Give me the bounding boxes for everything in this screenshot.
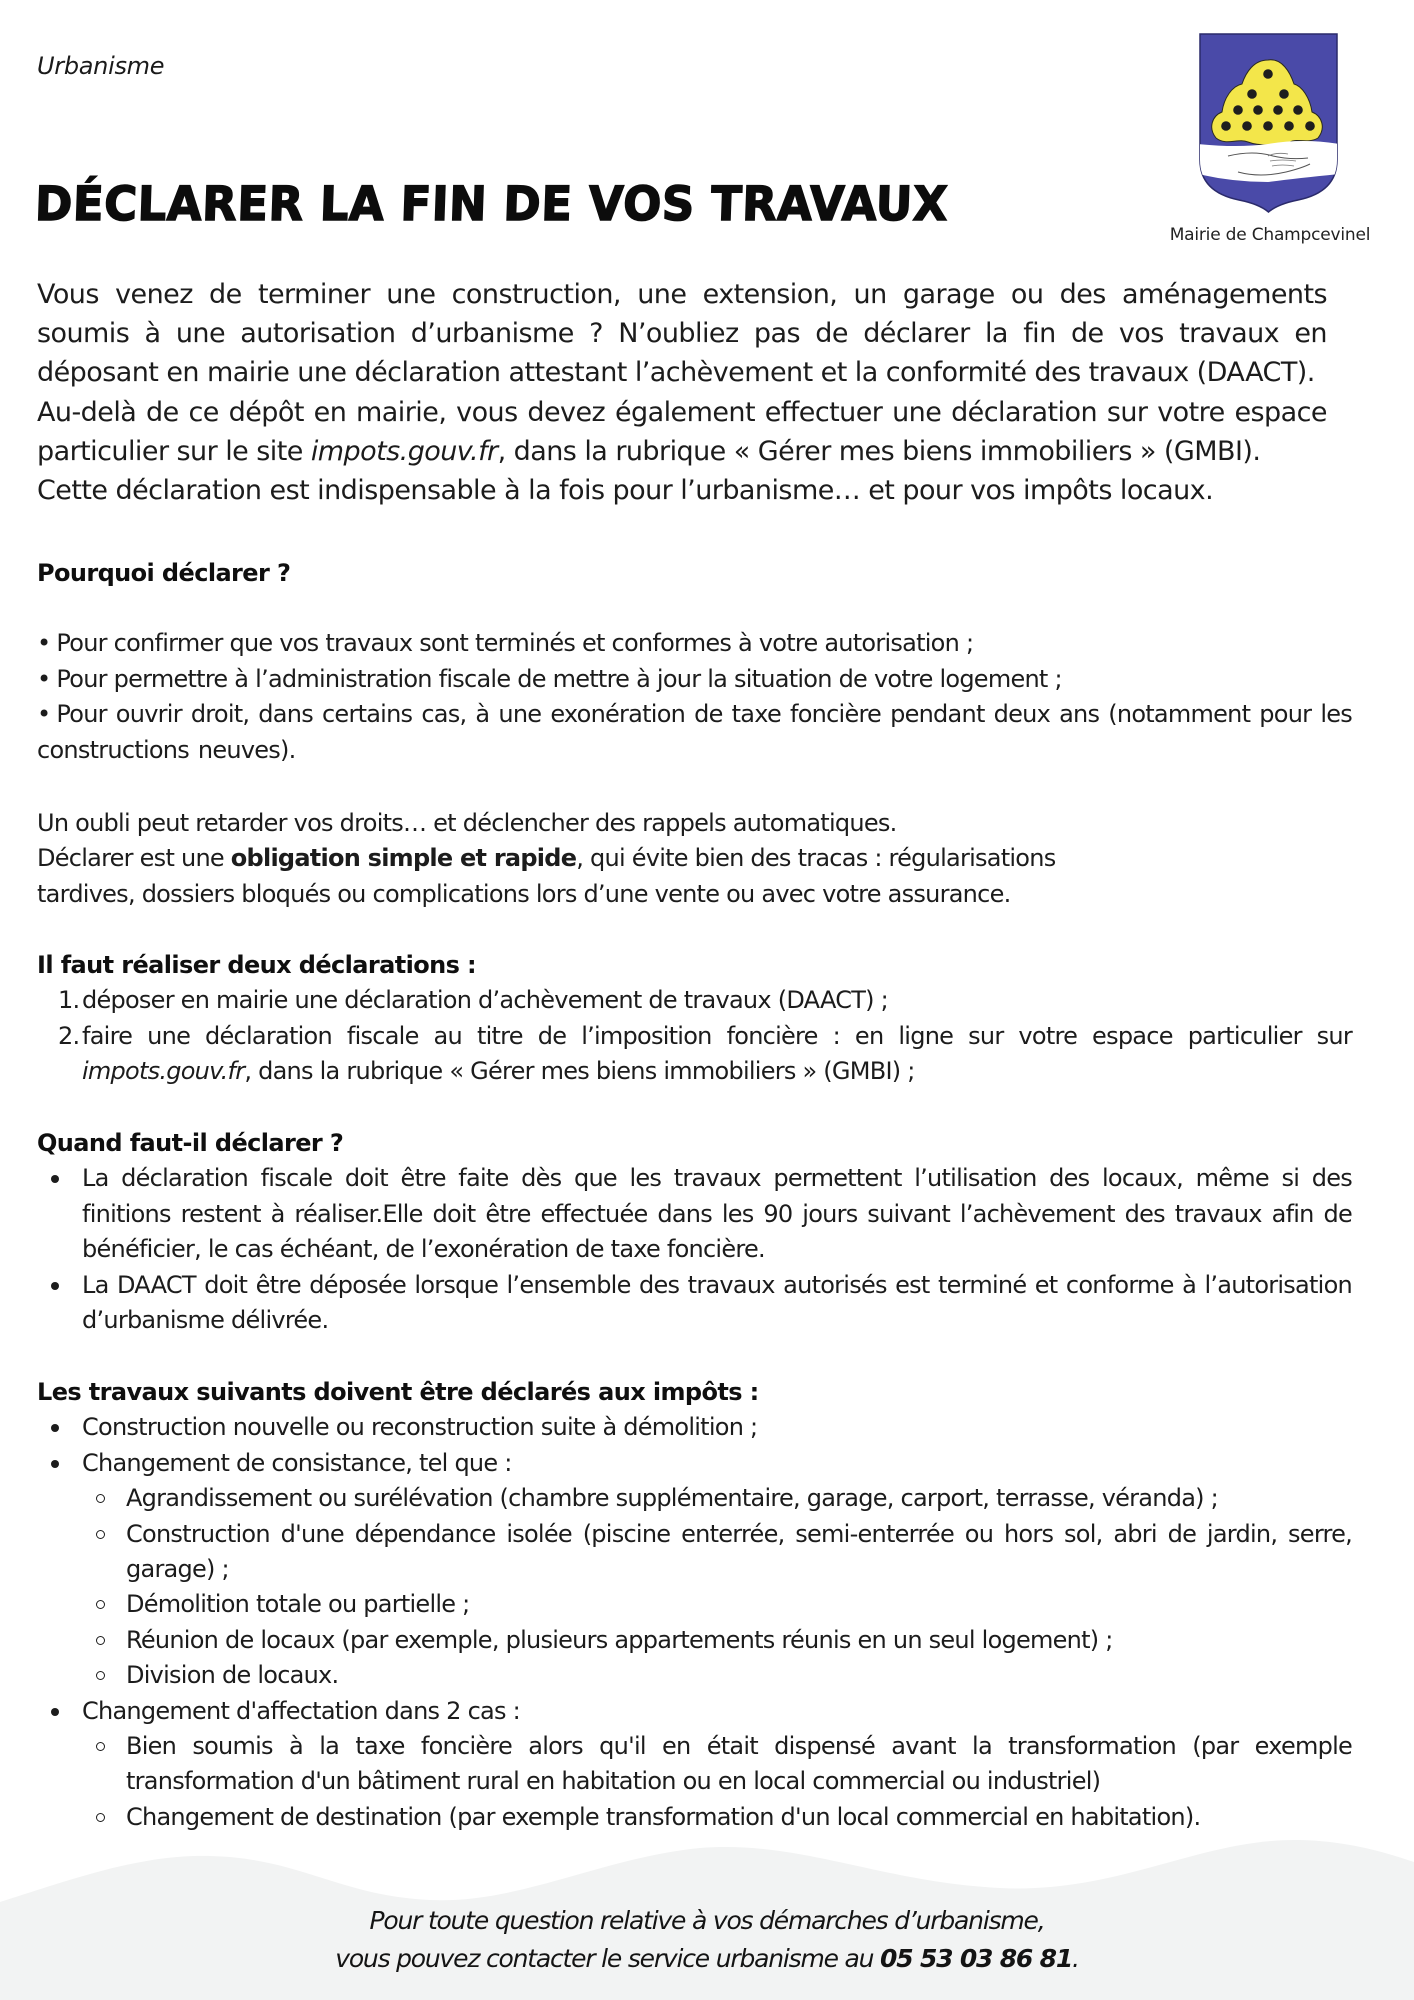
intro-text-3: Cette déclaration est indispensable à la fois pour l’urbanisme… et pour vos impôts locaux.	[37, 475, 1214, 507]
footer-line-1: Pour toute question relative à vos démarches d’urbanisme,	[369, 1906, 1045, 1935]
works-item-text: Changement de consistance, tel que :	[82, 1448, 512, 1477]
reminder-emphasis: obligation simple et rapide	[230, 844, 577, 873]
works-subitem	[37, 1481, 1352, 1516]
bullet-icon	[51, 1175, 59, 1183]
phone-number[interactable]: 05 53 03 86 81	[880, 1944, 1073, 1973]
declaration-item-text: déposer en mairie une déclaration d’achèvement de travaux (DAACT) ;	[82, 986, 888, 1015]
why-item-text: Pour permettre à l’administration fiscale de mettre à jour la situation de votre logement ;	[56, 664, 1062, 693]
works-subitem	[37, 1729, 1352, 1800]
when-section	[37, 1126, 1352, 1338]
when-item	[37, 1268, 1352, 1339]
works-subitem	[37, 1517, 1352, 1588]
intro-text-1: Vous venez de terminer une construction, une extension, un garage ou des aménagements soumis à une autorisation d’urbanisme ? N’oubliez pas de déclarer la fin de vos travaux en déposant en mairie une déclaration attestant l’achèvement et la conformité des travaux (DAACT).	[37, 279, 1327, 389]
intro-paragraph	[37, 275, 1327, 510]
bullet-icon: •	[37, 664, 51, 693]
page-title: DÉCLARER LA FIN DE VOS TRAVAUX	[34, 176, 950, 232]
impots-site-link: impots.gouv.fr	[82, 1057, 245, 1086]
footer-contact	[0, 1902, 1414, 1978]
reminder-line-2	[37, 841, 1352, 876]
bullet-icon: •	[37, 700, 51, 729]
circle-bullet-icon	[96, 1742, 105, 1751]
works-subitem	[37, 1587, 1352, 1622]
circle-bullet-icon	[96, 1636, 105, 1645]
reminder-line-1: Un oubli peut retarder vos droits… et déclencher des rappels automatiques.	[37, 809, 897, 837]
bullet-icon: •	[37, 629, 51, 658]
works-subitem-text: Division de locaux.	[126, 1661, 339, 1690]
when-item-text: La DAACT doit être déposée lorsque l’ensemble des travaux autorisés est terminé et conforme à l’autorisation d’urbanisme délivrée.	[82, 1270, 1352, 1335]
works-sublist	[37, 1481, 1352, 1693]
reminder-line-3: tardives, dossiers bloqués ou complications lors d’une vente ou avec votre assurance.	[37, 879, 1011, 908]
works-subitem-text: Démolition totale ou partielle ;	[126, 1590, 470, 1619]
works-item	[37, 1410, 1352, 1445]
declaration-item-text-pre: faire une déclaration fiscale au titre de l’imposition foncière : en ligne sur votre espace particulier sur	[82, 1021, 1352, 1050]
intro-text-2	[37, 393, 1327, 471]
why-heading: Pourquoi déclarer ?	[37, 559, 291, 587]
bullet-icon	[51, 1708, 59, 1716]
item-number: 1.	[58, 986, 80, 1015]
reminder-section	[37, 806, 1352, 912]
works-item	[37, 1446, 1352, 1694]
coat-of-arms-icon	[1198, 32, 1339, 214]
reminder-line-2-pre: Déclarer est une	[37, 844, 231, 873]
two-declarations-heading: Il faut réaliser deux déclarations :	[37, 951, 477, 979]
footer-line-2-post: .	[1072, 1944, 1079, 1973]
when-item-text: La déclaration fiscale doit être faite dès que les travaux permettent l’utilisation des locaux, même si des finitions restent à réaliser.Elle doit être effectuée dans les 90 jours suivant l’achèvement des travaux afin de bénéficier, le cas échéant, de l’exonération de taxe foncière.	[82, 1164, 1352, 1264]
why-item-text: Pour ouvrir droit, dans certains cas, à une exonération de taxe foncière pendant deux ans (notamment pour les constructions neuves).	[37, 700, 1352, 764]
works-heading: Les travaux suivants doivent être déclarés aux impôts :	[37, 1378, 759, 1406]
item-number: 2.	[58, 1021, 80, 1050]
intro-text-2-post: , dans la rubrique « Gérer mes biens immobiliers » (GMBI).	[497, 435, 1261, 467]
why-item	[37, 626, 1352, 661]
bullet-icon	[51, 1460, 59, 1468]
intro-text-2-pre: Au-delà de ce dépôt en mairie, vous devez également effectuer une déclaration sur votre espace particulier sur le site	[37, 396, 1327, 467]
logo-caption: Mairie de Champcevinel	[1169, 225, 1371, 245]
when-heading: Quand faut-il déclarer ?	[37, 1129, 344, 1157]
works-section	[37, 1375, 1352, 1835]
footer-line-2-pre: vous pouvez contacter le service urbanisme au	[335, 1944, 881, 1973]
circle-bullet-icon	[96, 1671, 105, 1680]
works-subitem-text: Changement de destination (par exemple transformation d'un local commercial en habitation).	[126, 1802, 1201, 1831]
bullet-icon	[51, 1282, 59, 1290]
why-item-text: Pour confirmer que vos travaux sont terminés et conformes à votre autorisation ;	[56, 629, 974, 658]
declaration-item-text-post: , dans la rubrique « Gérer mes biens immobiliers » (GMBI) ;	[244, 1057, 915, 1086]
works-list	[37, 1410, 1352, 1835]
declaration-item	[37, 1019, 1352, 1090]
works-sublist	[37, 1729, 1352, 1835]
why-item	[37, 697, 1352, 768]
declaration-item	[37, 983, 1352, 1018]
when-item	[37, 1161, 1352, 1267]
when-list	[37, 1161, 1352, 1338]
works-subitem	[37, 1623, 1352, 1658]
declarations-list	[37, 983, 1352, 1089]
works-item-text: Changement d'affectation dans 2 cas :	[82, 1696, 520, 1725]
works-subitem	[37, 1658, 1352, 1693]
works-subitem-text: Agrandissement ou surélévation (chambre supplémentaire, garage, carport, terrasse, véranda) ;	[126, 1484, 1218, 1513]
two-declarations-section	[37, 948, 1352, 1090]
circle-bullet-icon	[96, 1530, 105, 1539]
circle-bullet-icon	[96, 1600, 105, 1609]
section-label: Urbanisme	[37, 52, 165, 80]
works-subitem-text: Réunion de locaux (par exemple, plusieurs appartements réunis en un seul logement) ;	[126, 1625, 1113, 1654]
works-subitem-text: Bien soumis à la taxe foncière alors qu'il en était dispensé avant la transformation (par exemple transformation d'un bâtiment rural en habitation ou en local commercial ou industriel)	[126, 1732, 1352, 1796]
why-item	[37, 662, 1352, 697]
circle-bullet-icon	[96, 1813, 105, 1822]
impots-site-link: impots.gouv.fr	[310, 435, 498, 467]
footer-line-2	[0, 1940, 1414, 1978]
works-item-text: Construction nouvelle ou reconstruction suite à démolition ;	[82, 1413, 758, 1442]
works-item	[37, 1694, 1352, 1836]
circle-bullet-icon	[96, 1494, 105, 1503]
reminder-line-2-post: , qui évite bien des tracas : régularisations	[576, 844, 1056, 873]
why-section	[37, 556, 1352, 768]
works-subitem-text: Construction d'une dépendance isolée (piscine enterrée, semi-enterrée ou hors sol, abri de jardin, serre, garage) ;	[126, 1519, 1352, 1584]
bullet-icon	[51, 1424, 59, 1432]
